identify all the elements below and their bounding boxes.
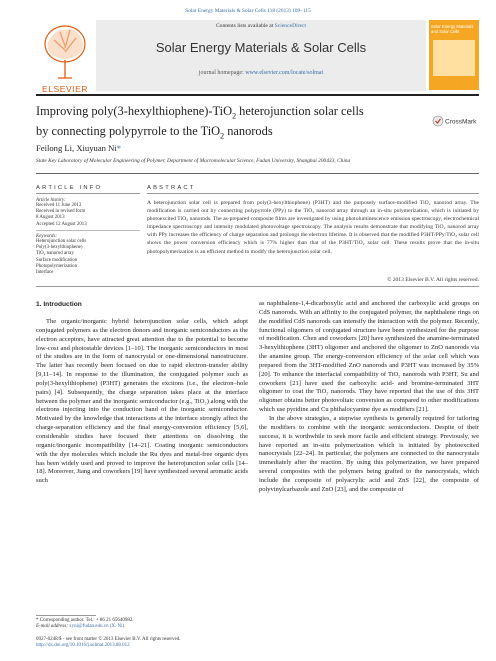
article-info-heading: ARTICLE INFO [36, 185, 103, 191]
journal-citation[interactable]: Solar Energy Materials & Solar Cells 118 (2013) 109–115 [185, 8, 311, 14]
keyword: Interface [36, 270, 54, 276]
keyword: Photopolymerization [36, 263, 78, 269]
abstract-heading: ABSTRACT [147, 185, 196, 191]
paragraph: The organic/inorganic hybrid heterojunction solar cells, which adopt conjugated polymers as the electron donors and inorganic semiconductors as the electron acceptors, have attracted great attention due to the potential to become low-cost and photostable devices [1–10]. The inorganic semiconductors in most of the studies are in the form of nanocrystal or one-dimensional nanostructure. The latter has recently been focused on due to rapid electron-transfer ability [9,11–14]. In response to the illumination, the conjugated polymer such as poly(3-hexylthiophene) (P3HT) generates the excitons (i.e., the electron–hole pairs) [4]. Subsequently, the charge separation takes place at the interface between the polymer and the inorganic semiconductor (e.g., TiO₂) along with the electrons injecting into the conduction band of the inorganic semiconductor. Motivated by the knowledge that interactions at the interface strongly affect the charge-separation efficiency and the final energy-conversion efficiency [5,6], considerable studies have focused their attentions on dissolving the organic/inorganic incompatibility [14–21]. Coating inorganic semiconductors with the dye molecules which include the Ru dyes and metal-free organic dyes has been widely used and proved to improve the heterojunction solar cells [14–18]. Moreover, Jiang and coworkers [19] have synthesized several aromatic acids such [36, 318, 248, 485]
authors: Feilong Li, Xiuyuan Ni* [36, 143, 121, 153]
history-line: Accepted 12 August 2013 [36, 221, 87, 227]
keyword: Heterojunction solar cells [36, 239, 87, 244]
abstract-rule [147, 193, 479, 194]
keyword: TiO₂ nanorod array [36, 251, 74, 257]
section-heading-introduction: 1. Introduction [36, 301, 82, 308]
issn-line: 0927-0248/$ - see front matter © 2013 Elsevier B.V. All rights reserved. [36, 637, 181, 642]
keyword: Surface modification [36, 257, 78, 263]
keywords-label: Keywords: [36, 234, 58, 239]
journal-title: Solar Energy Materials & Solar Cells [155, 40, 367, 55]
doi-link[interactable]: http://dx.doi.org/10.1016/j.solmat.2013.08.012 [36, 643, 130, 649]
article-title: Improving poly(3-hexylthiophene)-TiO$_2$ heterojunction solar cells by connecting polypyrrole to the TiO$_2$ nanorods [36, 104, 364, 141]
article-history [36, 198, 124, 228]
contents-line: Contents lists available at ScienceDirect [215, 23, 307, 29]
journal-header-box [96, 20, 426, 91]
abstract-text: A heterojunction solar cell is prepared from poly(3-hexylthiophene) (P3HT) and the purposely surface-modified TiO₂ nanorod array. The modification is carried out by connecting polypyrrole (PPy) to the TiO₂ nanorod array through an in-situ polymerization, which is initiated by photoexcited TiO₂ nanorods. The as-prepared composite films are investigated by using photoluminescence emission spectroscopy, electrochemical impedance spectroscopy and intensity modulated photovoltage spectroscopy. The analysis results demonstrate that modifying TiO₂ nanorod array with PPy increases the efficiency of charge separation and prolongs the electron lifetime. It is observed that the modified P3HT/PPy/TiO₂ solar cell shows the power conversion efficiency which is 77% higher than that of the P3HT/TiO₂ solar cell. These results prove that the in-situ photopolymerization is an efficient method to modify the heterojunction solar cell. [147, 200, 479, 255]
crossmark-label: CrossMark [445, 118, 477, 126]
homepage-link[interactable]: www.elsevier.com/locate/solmat [245, 70, 324, 76]
header-divider [36, 94, 479, 96]
cover-image [433, 40, 475, 76]
email-line: E-mail address: xyni@fudan.edu.cn (X. Ni). [36, 624, 126, 630]
info-rule-2 [36, 230, 140, 231]
elsevier-tree-logo [36, 20, 94, 91]
footnotes [36, 618, 248, 630]
corresponding-author-mark[interactable]: * [116, 143, 121, 153]
left-column [36, 318, 248, 486]
info-rule [36, 193, 140, 194]
paragraph: as naphthalene-1,4-dicarboxylic acid and anchored the carboxylic acid groups on CdS nanorods. With an affinity to the conjugated polymer, the naphthalene rings on the modified CdS nanorods can intensify the interaction with the polymer. Recently, functional oligomers of conjugated structure have been synthesized for the purpose of modification. Chen and coworkers [20] have synthesized the anamine-terminated 3-hexylthiophene (3HT) oligomer and anchored the oligomer to ZnO nanorods via the anamine group. The energy-conversion efficiency of the solar cell which was prepared from the 3HT-modified ZnO nanorods and P3HT was increased by 35% [20]. To enhance the interfacial compatibility of TiO₂ nanorods with P3HT, Su and coworkers [21] have used the carboxylic acid- and bromine-terminated 3HT oligomer to coat the TiO₂ nanorods. They have reported that the use of this 3HT oligomer obtains better photovoltaic conversion as compared to other modifications which use pyridine and Cu phthalocyanine dye as modifiers [21]. [259, 300, 479, 414]
keyword: Poly(3-hexylthiophene) [36, 245, 83, 251]
crossmark-badge[interactable] [432, 114, 478, 126]
meta-divider [36, 173, 479, 174]
history-line: Received in revised form [36, 209, 86, 215]
right-column [259, 300, 479, 495]
keywords [36, 234, 124, 276]
affiliation: State Key Laboratory of Molecular Engineering of Polymer, Department of Macromolecular Science, Fudan University, Shanghai 200433, China [36, 158, 351, 164]
history-label: Article history: [36, 198, 66, 203]
history-line: Received 11 June 2013 [36, 203, 82, 208]
cover-title: Solar Energy Materials and Solar Cells [431, 24, 474, 34]
history-line: 8 August 2013 [36, 215, 65, 221]
publisher-name: ELSEVIER [41, 84, 89, 94]
corresponding-author-note: * Corresponding author. Tel.: + 86 21 65640982. [36, 618, 134, 623]
abstract-bottom-rule [36, 286, 479, 287]
paragraph: In the above strategies, a stepwise synthesis is generally required for tailoring the modifiers to combine with the inorganic semiconductors. Despite of their success, it is worthwhile to seek more facile and efficient strategy. Previously, we have reported an in-situ polymerization which is initiated by photoexcited nanocrystals [22–24]. In particular, the polymers are connected to the nanocrystals immediately after the reaction. By using this polymerization, we have prepared several composites with the polymers being grafted to the nanocrystals, which include the composite of polyacrylic acid and ZnS [22], the composite of polyvinylcarbazole and ZnO [23], and the composite of [259, 414, 479, 493]
journal-homepage: journal homepage: www.elsevier.com/locate/solmat [198, 70, 324, 76]
copyright: © 2013 Elsevier B.V. All rights reserved. [387, 277, 479, 283]
publication-info [36, 637, 336, 649]
footnote-rule [36, 615, 96, 616]
sciencedirect-link[interactable]: ScienceDirect [274, 23, 307, 29]
email-link[interactable]: xyni@fudan.edu.cn (X. Ni). [69, 624, 126, 630]
